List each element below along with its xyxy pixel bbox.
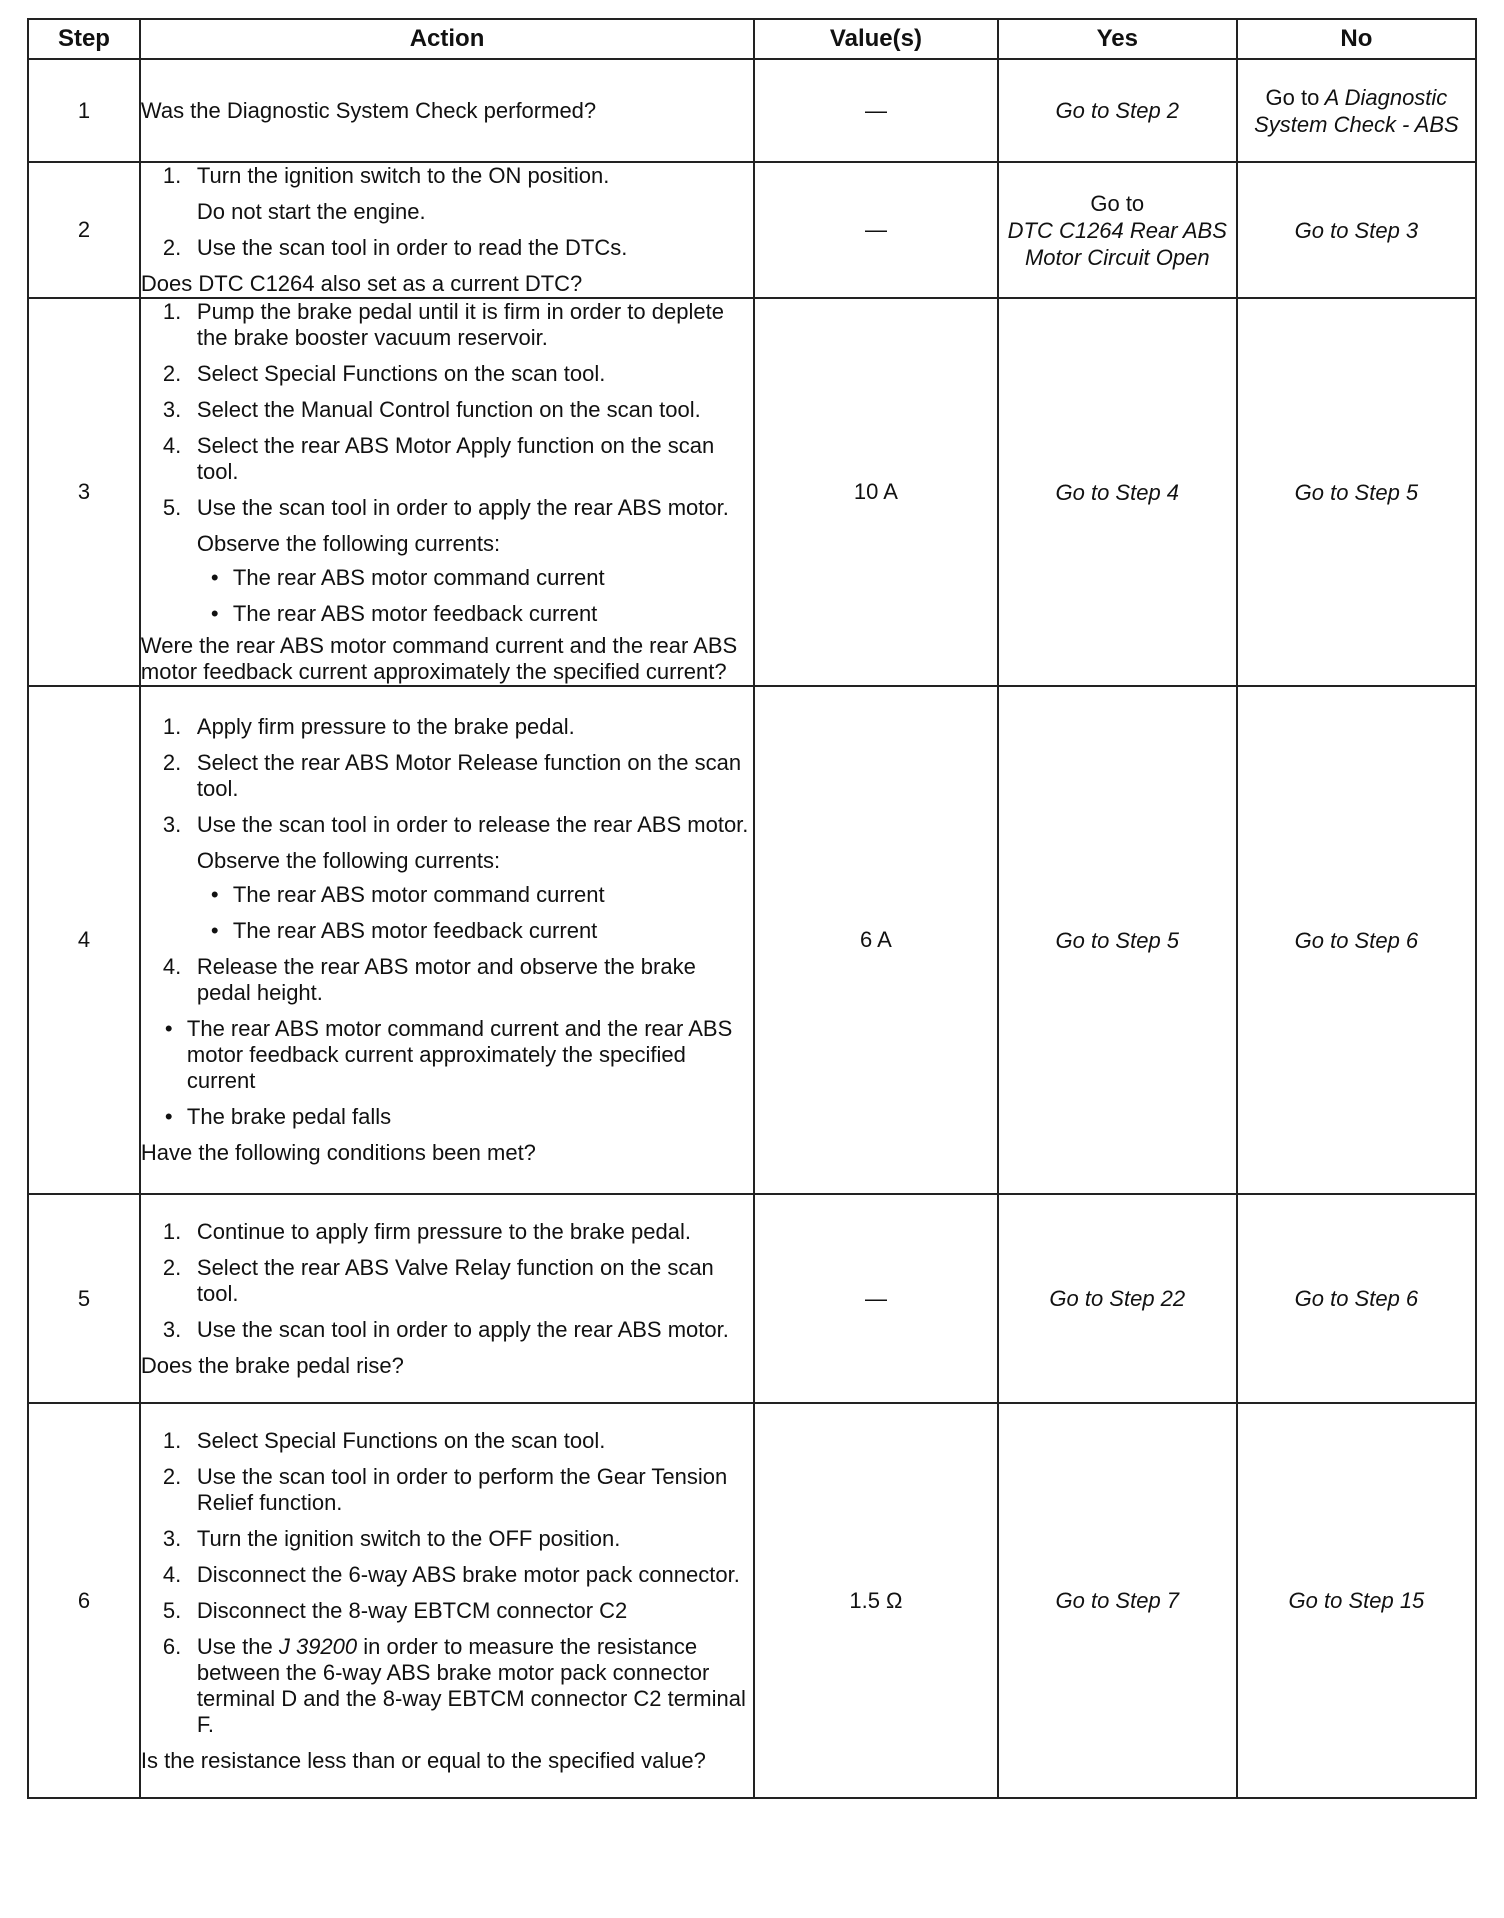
list-item — [141, 714, 753, 740]
no-cell[interactable]: Go to Step 5 — [1237, 298, 1476, 686]
list-item — [141, 1634, 753, 1738]
item-text: Use the scan tool in order to apply the rear ABS motor. — [196, 495, 729, 520]
table-row — [28, 162, 1476, 298]
condition-item: • The rear ABS motor command current and the rear ABS motor feedback current approximately the specified current — [141, 1016, 753, 1094]
list-item — [141, 299, 753, 351]
header-row — [28, 19, 1476, 59]
list-item — [141, 1526, 753, 1552]
item-text: Disconnect the 6-way ABS brake motor pack connector. — [196, 1561, 740, 1587]
no-link[interactable]: A Diagnostic System Check - ABS — [1254, 84, 1459, 137]
condition-list — [141, 1016, 753, 1130]
item-number: 1. — [162, 163, 182, 188]
action-cell — [140, 298, 754, 686]
item-number: 2. — [162, 235, 182, 260]
header-yes: Yes — [998, 19, 1237, 59]
value-cell: 10 A — [754, 298, 998, 686]
bullet-list — [197, 565, 753, 627]
item-text: Select the rear ABS Motor Release function on the scan tool. — [196, 750, 742, 801]
diagnostic-table — [27, 18, 1477, 1799]
step-number: 4 — [28, 686, 140, 1194]
list-item — [141, 1428, 753, 1454]
item-number: 4. — [162, 1561, 182, 1587]
list-item — [141, 1255, 753, 1307]
value-cell: — — [754, 59, 998, 162]
item-text: Select the rear ABS Motor Apply function on the scan tool. — [196, 433, 715, 484]
item-number: 1. — [162, 1218, 182, 1244]
action-question: Does the brake pedal rise? — [140, 1352, 404, 1378]
action-list — [141, 714, 753, 1006]
yes-cell[interactable]: Go to Step 4 — [998, 298, 1237, 686]
header-values: Value(s) — [754, 19, 998, 59]
table-row — [28, 59, 1476, 162]
item-text: Pump the brake pedal until it is firm in order to deplete the brake booster vacuum reservoir. — [196, 299, 724, 350]
bullet-item: • The rear ABS motor feedback current — [197, 918, 753, 944]
action-question: Was the Diagnostic System Check performed? — [140, 97, 597, 123]
item-text-pre: Use the — [196, 1633, 273, 1659]
action-cell — [140, 162, 754, 298]
list-item — [141, 1219, 753, 1245]
action-cell — [140, 1194, 754, 1403]
item-number: 5. — [162, 1597, 182, 1623]
value-cell: 6 A — [754, 686, 998, 1194]
action-list — [141, 163, 753, 261]
item-number: 3. — [162, 1316, 182, 1342]
item-text: Release the rear ABS motor and observe the brake pedal height. — [196, 954, 696, 1005]
item-number: 2. — [162, 750, 182, 775]
list-item — [141, 495, 753, 627]
item-text: Select the Manual Control function on the scan tool. — [196, 397, 701, 422]
item-text: Turn the ignition switch to the ON position. — [196, 163, 610, 188]
item-number: 3. — [162, 397, 182, 422]
step-number: 2 — [28, 162, 140, 298]
value-cell: 1.5 Ω — [754, 1403, 998, 1798]
header-action: Action — [140, 19, 754, 59]
no-prefix: Go to — [1265, 84, 1320, 110]
action-cell — [140, 1403, 754, 1798]
action-question: Have the following conditions been met? — [140, 1140, 536, 1165]
yes-cell[interactable]: Go to Step 22 — [998, 1194, 1237, 1403]
item-text: Select the rear ABS Valve Relay function on the scan tool. — [196, 1254, 714, 1306]
item-number: 1. — [162, 299, 182, 324]
list-item — [141, 433, 753, 485]
list-item — [141, 361, 753, 387]
value-cell: — — [754, 1194, 998, 1403]
action-question: Is the resistance less than or equal to the specified value? — [140, 1747, 706, 1773]
item-note: Observe the following currents: — [196, 848, 501, 873]
condition-item: • The brake pedal falls — [141, 1104, 753, 1130]
action-cell — [140, 686, 754, 1194]
no-cell[interactable]: Go to Step 3 — [1237, 162, 1476, 298]
value-cell: — — [754, 162, 998, 298]
list-item — [141, 1562, 753, 1588]
item-number: 3. — [162, 1525, 182, 1551]
yes-cell[interactable]: Go to Step 2 — [998, 59, 1237, 162]
list-item — [141, 750, 753, 802]
item-number: 1. — [162, 1427, 182, 1453]
table-row — [28, 686, 1476, 1194]
item-text: Apply firm pressure to the brake pedal. — [196, 714, 575, 739]
yes-cell[interactable]: Go to Step 7 — [998, 1403, 1237, 1798]
item-note: Do not start the engine. — [196, 199, 426, 224]
yes-link[interactable]: DTC C1264 Rear ABS Motor Circuit Open — [1007, 217, 1227, 270]
bullet-item: • The rear ABS motor command current — [197, 565, 753, 591]
item-text: Use the scan tool in order to perform the Gear Tension Relief function. — [196, 1463, 728, 1515]
item-number: 2. — [162, 361, 182, 386]
yes-prefix: Go to — [1090, 190, 1145, 216]
action-list — [141, 299, 753, 627]
item-number: 6. — [162, 1633, 182, 1659]
item-number: 1. — [162, 714, 182, 739]
item-number: 5. — [162, 495, 182, 520]
item-text: Use the scan tool in order to read the DTCs. — [196, 235, 628, 260]
item-text: Select Special Functions on the scan tool. — [196, 1427, 606, 1453]
bullet-item: • The rear ABS motor feedback current — [197, 601, 753, 627]
step-number: 3 — [28, 298, 140, 686]
item-text: Turn the ignition switch to the OFF position. — [196, 1525, 621, 1551]
action-question: Were the rear ABS motor command current and the rear ABS motor feedback current approximately the specified current? — [140, 633, 738, 684]
action-list — [141, 1219, 753, 1343]
table-row — [28, 1403, 1476, 1798]
yes-cell[interactable] — [998, 162, 1237, 298]
item-text-post: in order to measure the resistance between the 6-way ABS brake motor pack connector terminal D and the 8-way EBTCM connector C2 terminal F. — [196, 1633, 746, 1737]
action-question: Does DTC C1264 also set as a current DTC? — [140, 271, 583, 296]
no-cell[interactable] — [1237, 59, 1476, 162]
header-no: No — [1237, 19, 1476, 59]
item-text: Disconnect the 8-way EBTCM connector C2 — [196, 1597, 628, 1623]
list-item — [141, 1317, 753, 1343]
action-cell — [140, 59, 754, 162]
list-item — [141, 235, 753, 261]
step-number: 6 — [28, 1403, 140, 1798]
item-text: Use the scan tool in order to apply the rear ABS motor. — [196, 1316, 729, 1342]
table-row — [28, 1194, 1476, 1403]
item-text: Select Special Functions on the scan tool. — [196, 361, 606, 386]
no-cell[interactable]: Go to Step 6 — [1237, 686, 1476, 1194]
action-list — [141, 1428, 753, 1738]
item-number: 4. — [162, 954, 182, 979]
list-item — [141, 1464, 753, 1516]
item-number: 2. — [162, 1254, 182, 1280]
yes-cell[interactable]: Go to Step 5 — [998, 686, 1237, 1194]
list-item — [141, 163, 753, 225]
item-text: Continue to apply firm pressure to the brake pedal. — [196, 1218, 691, 1244]
list-item — [141, 1598, 753, 1624]
item-note: Observe the following currents: — [196, 531, 501, 556]
no-cell[interactable]: Go to Step 15 — [1237, 1403, 1476, 1798]
item-number: 4. — [162, 433, 182, 458]
tool-name: J 39200 — [278, 1633, 358, 1659]
bullet-item: • The rear ABS motor command current — [197, 882, 753, 908]
bullet-list — [197, 882, 753, 944]
step-number: 5 — [28, 1194, 140, 1403]
item-text: Use the scan tool in order to release the rear ABS motor. — [196, 812, 749, 837]
list-item — [141, 954, 753, 1006]
step-number: 1 — [28, 59, 140, 162]
item-number: 2. — [162, 1463, 182, 1489]
item-number: 3. — [162, 812, 182, 837]
list-item — [141, 397, 753, 423]
no-cell[interactable]: Go to Step 6 — [1237, 1194, 1476, 1403]
header-step: Step — [28, 19, 140, 59]
table-row — [28, 298, 1476, 686]
list-item — [141, 812, 753, 944]
